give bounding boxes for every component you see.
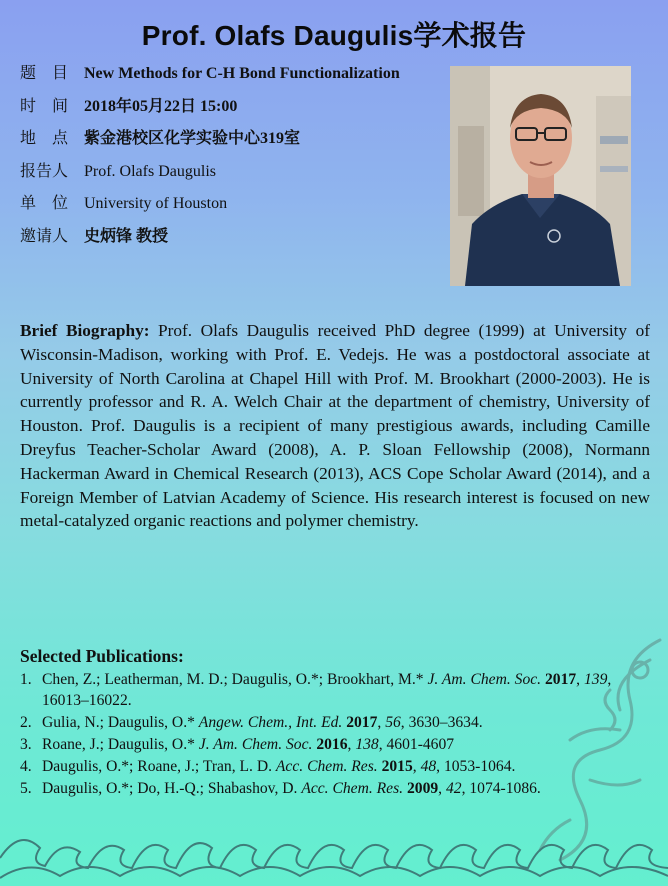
info-value: 史炳锋 教授 — [84, 227, 169, 245]
biography-label: Brief Biography: — [20, 321, 150, 340]
publication-journal: J. Am. Chem. Soc. — [198, 736, 313, 753]
publication-journal: J. Am. Chem. Soc. — [427, 671, 542, 688]
publication-pages: 1053-1064. — [443, 758, 516, 775]
info-row — [20, 93, 450, 126]
page-title: Prof. Olafs Daugulis学术报告 — [141, 20, 527, 51]
publication-year: 2017 — [544, 671, 577, 688]
talk-info — [20, 60, 450, 255]
publication-item: 4. Daugulis, O.*; Roane, J.; Tran, L. D. Acc. Chem. Res. 2015, 48, 1053-1064. — [20, 758, 516, 775]
publication-volume: 42 — [445, 780, 462, 797]
publication-number: 1. — [20, 671, 32, 688]
info-value: University of Houston — [84, 195, 228, 212]
publications-heading: Selected Publications: — [20, 646, 184, 666]
publication-journal: Angew. Chem., Int. Ed. — [198, 714, 343, 731]
info-value: New Methods for C-H Bond Functionalization — [84, 65, 400, 82]
publication-authors: Daugulis, O.*; Roane, J.; Tran, L. D. — [42, 758, 276, 775]
publication-pages: 1074-1086. — [469, 780, 541, 797]
info-row — [20, 60, 450, 93]
publication-volume: 56 — [385, 714, 401, 731]
publication-item: 3. Roane, J.; Daugulis, O.* J. Am. Chem. Soc. 2016, 138, 4601-4607 — [20, 736, 455, 753]
publication-volume: 138 — [355, 736, 379, 753]
publication-number: 2. — [20, 714, 32, 731]
publication-pages: 16013–16022. — [42, 692, 132, 709]
biography-text: Prof. Olafs Daugulis received PhD degree (1999) at University of Wisconsin-Madison, working with Prof. E. Vedejs. He was a postdoctoral associate at University of North Carolina at Chapel Hill with Prof. M. Brookhart (2000-2003). He is currently professor and R. A. Welch Chair at the department of chemistry, University of Houston. Prof. Daugulis is a recipient of many prestigious awards, including Camille Dreyfus Teacher-Scholar Award (2008), A. P. Sloan Fellowship (2008), Normann Hackerman Award in Chemical Research (2013), ACS Cope Scholar Award (2014), and a Foreign Member of Latvian Academy of Science. His research interest is focused on new metal-catalyzed organic reactions and polymer chemistry. — [20, 321, 650, 531]
publication-year: 2015 — [381, 758, 413, 775]
publication-pages: 4601-4607 — [386, 736, 455, 753]
biography — [20, 319, 650, 533]
info-label: 邀请人 — [20, 227, 69, 245]
publication-volume: 139 — [583, 671, 608, 688]
publication-number: 5. — [20, 780, 32, 797]
publication-authors: Roane, J.; Daugulis, O.* — [42, 736, 199, 753]
info-label: 单 位 — [20, 195, 69, 212]
publication-journal: Acc. Chem. Res. — [275, 758, 378, 775]
publication-year: 2016 — [316, 736, 348, 753]
info-value: 2018年05月22日 15:00 — [84, 97, 238, 115]
publication-volume: 48 — [420, 758, 437, 775]
speaker-photo — [450, 66, 631, 286]
publication-authors: Chen, Z.; Leatherman, M. D.; Daugulis, O.*; Brookhart, M.* — [42, 671, 428, 688]
publication-year: 2009 — [406, 780, 439, 797]
info-row — [20, 190, 450, 223]
info-row — [20, 158, 450, 191]
info-value: 紫金港校区化学实验中心319室 — [84, 130, 301, 147]
publication-item: 5. Daugulis, O.*; Do, H.-Q.; Shabashov, D. Acc. Chem. Res. 2009, 42, 1074-1086. — [20, 780, 541, 797]
publication-authors: Daugulis, O.*; Do, H.-Q.; Shabashov, D. — [42, 780, 302, 797]
info-label: 题 目 — [20, 65, 69, 82]
info-row — [20, 125, 450, 158]
info-label: 报告人 — [20, 162, 69, 180]
publication-authors: Gulia, N.; Daugulis, O.* — [42, 714, 199, 731]
publication-number: 4. — [20, 758, 32, 775]
publication-item: 2. Gulia, N.; Daugulis, O.* Angew. Chem., Int. Ed. 2017, 56, 3630–3634. — [20, 714, 483, 731]
info-label: 时 间 — [20, 97, 69, 115]
publication-number: 3. — [20, 736, 32, 753]
publication-year: 2017 — [346, 714, 378, 731]
info-row — [20, 223, 450, 256]
speaker-portrait-icon — [450, 66, 631, 286]
publication-journal: Acc. Chem. Res. — [301, 780, 404, 797]
publication-item: 1. Chen, Z.; Leatherman, M. D.; Daugulis, O.*; Brookhart, M.* J. Am. Chem. Soc. 2017, 139, 16013–16022. — [20, 671, 612, 709]
info-label: 地 点 — [20, 130, 69, 147]
waves-decoration-icon — [0, 818, 668, 886]
publication-pages: 3630–3634. — [408, 714, 483, 731]
info-value: Prof. Olafs Daugulis — [84, 162, 216, 180]
